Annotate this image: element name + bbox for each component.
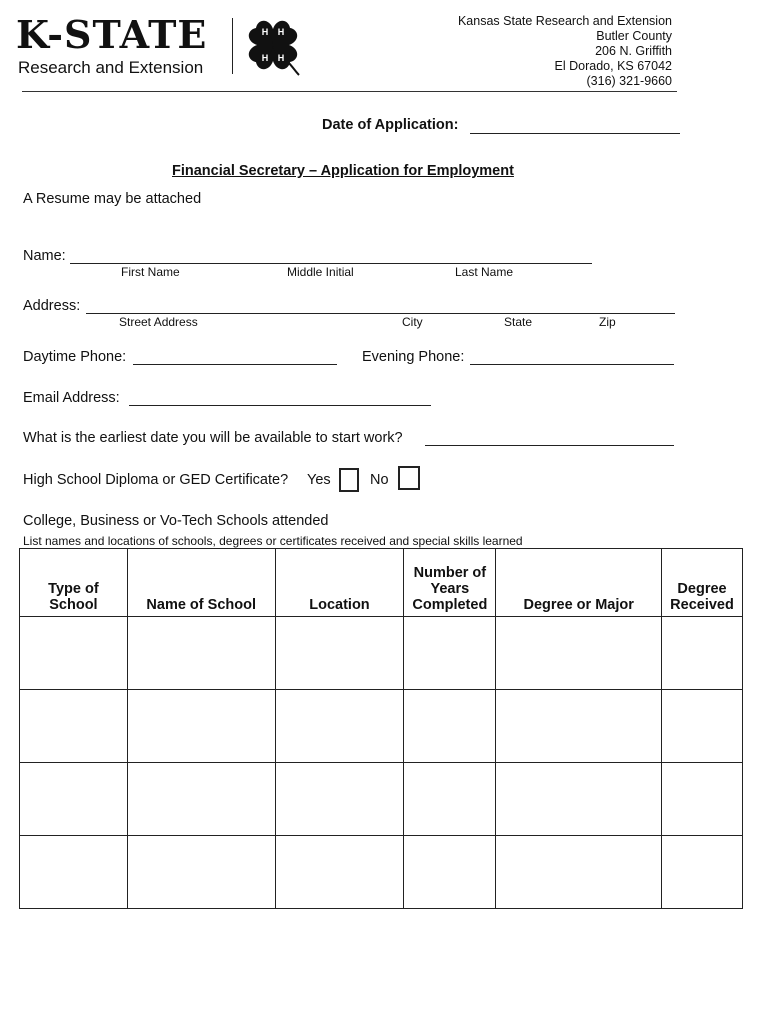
daytime-phone-label: Daytime Phone:	[23, 349, 127, 365]
address-line: El Dorado, KS 67042	[554, 59, 672, 73]
date-of-application-label: Date of Application:	[322, 117, 459, 133]
years-completed-header	[404, 549, 496, 617]
table-row	[20, 763, 743, 836]
table-cell[interactable]	[127, 836, 275, 909]
state-sublabel: State	[504, 315, 533, 329]
header-line: Degree or Major	[523, 597, 634, 613]
table-cell[interactable]	[20, 690, 128, 763]
table-cell[interactable]	[127, 763, 275, 836]
header-line: Completed	[412, 597, 488, 613]
table-cell[interactable]	[496, 763, 662, 836]
name-field[interactable]	[70, 250, 592, 264]
table-cell[interactable]	[404, 763, 496, 836]
table-cell[interactable]	[496, 836, 662, 909]
header-line: Type of	[48, 581, 99, 597]
table-cell[interactable]	[275, 763, 404, 836]
college-heading: College, Business or Vo-Tech Schools attended	[23, 513, 329, 529]
table-cell[interactable]	[662, 836, 743, 909]
date-of-application-field[interactable]	[470, 119, 680, 134]
table-cell[interactable]	[127, 617, 275, 690]
resume-note: A Resume may be attached	[23, 191, 202, 207]
address-line: Butler County	[596, 29, 672, 43]
start-date-label: What is the earliest date you will be available to start work?	[23, 430, 403, 446]
table-row	[20, 690, 743, 763]
address-line: (316) 321-9660	[586, 74, 672, 88]
no-label: No	[370, 472, 389, 488]
last-name-sublabel: Last Name	[455, 265, 514, 279]
table-cell[interactable]	[496, 690, 662, 763]
table-cell[interactable]	[20, 836, 128, 909]
header-line: Number of	[413, 565, 487, 581]
email-address-label: Email Address:	[23, 390, 120, 406]
table-cell[interactable]	[496, 617, 662, 690]
table-cell[interactable]	[662, 617, 743, 690]
first-name-sublabel: First Name	[121, 265, 180, 279]
college-note: List names and locations of schools, degrees or certificates received and special skills learned	[23, 534, 523, 548]
kstate-logo-word: K-STATE	[16, 12, 208, 57]
zip-sublabel: Zip	[599, 315, 616, 329]
degree-or-major-header	[496, 549, 662, 617]
address-field[interactable]	[86, 300, 675, 314]
name-of-school-header	[127, 549, 275, 617]
clover-letter: H	[277, 27, 285, 37]
table-cell[interactable]	[404, 690, 496, 763]
clover-letter: H	[277, 53, 285, 63]
table-cell[interactable]	[404, 836, 496, 909]
email-address-field[interactable]	[129, 392, 431, 406]
type-of-school-header	[20, 549, 128, 617]
office-address	[458, 14, 672, 89]
header-line: Received	[670, 597, 734, 613]
location-header	[275, 549, 404, 617]
daytime-phone-field[interactable]	[133, 351, 337, 365]
table-cell[interactable]	[20, 617, 128, 690]
table-cell[interactable]	[662, 763, 743, 836]
header-line: Location	[309, 597, 370, 613]
address-line: Kansas State Research and Extension	[457, 14, 672, 28]
schools-table	[19, 548, 743, 909]
diploma-no-checkbox[interactable]	[398, 466, 420, 490]
header-rule	[22, 91, 677, 92]
clover-letter: H	[261, 27, 269, 37]
evening-phone-label: Evening Phone:	[362, 349, 465, 365]
header-line: Years	[430, 581, 470, 597]
table-header-row	[20, 549, 743, 617]
address-line: 206 N. Griffith	[595, 44, 672, 58]
degree-received-header	[662, 549, 743, 617]
logo-divider	[232, 18, 233, 74]
table-cell[interactable]	[20, 763, 128, 836]
table-row	[20, 617, 743, 690]
diploma-yes-checkbox[interactable]	[339, 468, 359, 492]
kstate-logo-subtitle: Research and Extension	[18, 58, 204, 77]
header-line: Name of School	[146, 597, 256, 613]
form-title: Financial Secretary – Application for Employment	[172, 163, 514, 179]
table-cell[interactable]	[127, 690, 275, 763]
middle-initial-sublabel: Middle Initial	[287, 265, 354, 279]
address-label: Address:	[23, 298, 81, 314]
name-label: Name:	[23, 248, 66, 264]
table-row	[20, 836, 743, 909]
yes-label: Yes	[307, 472, 331, 488]
four-h-clover-icon	[243, 15, 303, 77]
evening-phone-field[interactable]	[470, 351, 674, 365]
start-date-field[interactable]	[425, 432, 674, 446]
clover-letter: H	[261, 53, 269, 63]
table-cell[interactable]	[275, 690, 404, 763]
table-cell[interactable]	[275, 617, 404, 690]
diploma-label: High School Diploma or GED Certificate?	[23, 472, 289, 488]
table-cell[interactable]	[275, 836, 404, 909]
header-line: Degree	[677, 581, 727, 597]
street-address-sublabel: Street Address	[119, 315, 198, 329]
table-cell[interactable]	[662, 690, 743, 763]
header-line: School	[49, 597, 98, 613]
table-cell[interactable]	[404, 617, 496, 690]
city-sublabel: City	[402, 315, 423, 329]
